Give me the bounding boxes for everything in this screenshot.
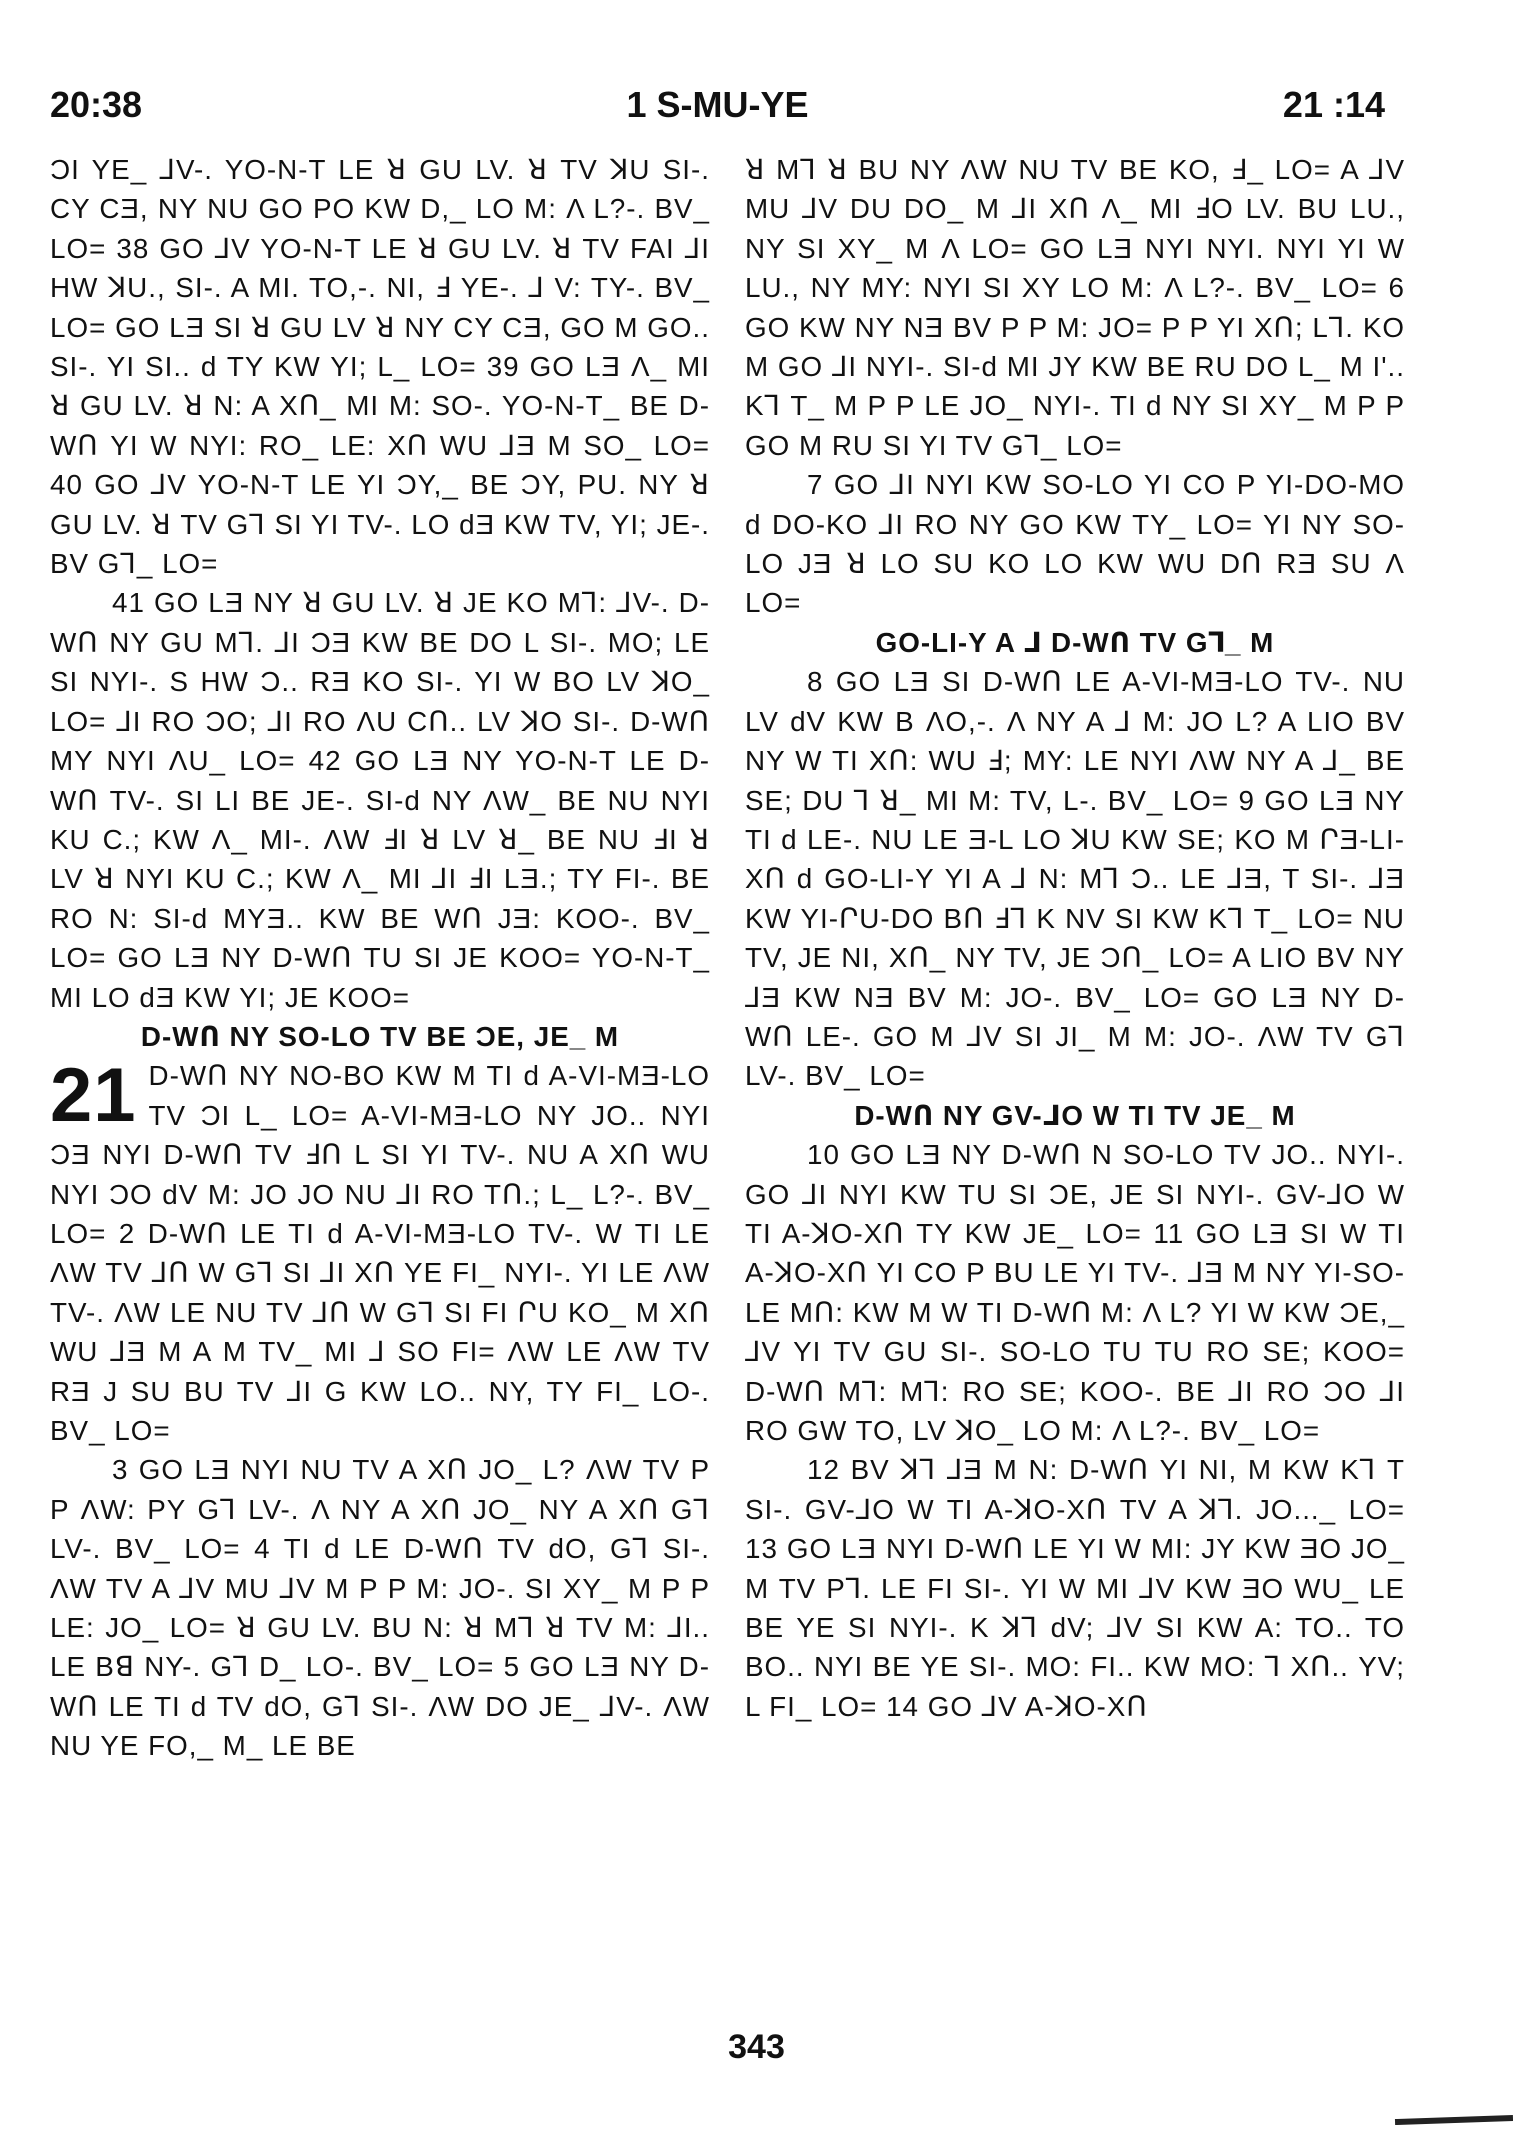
section-heading: D-WՈ NY GV-⅃O W TI TV JE_ M bbox=[854, 1099, 1296, 1131]
header-verse-start: 20:38 bbox=[50, 84, 143, 125]
chapter-opening-text: D-WՈ NY NO-BO KW M TI d A-VI-MƎ-LO TV ƆI L_ LO= A-VI-MƎ-LO NY JO.. NYI ƆƎ NYI D-WՈ TV ℲՈ L SI YI TV-. NU A XՈ WU NYI ƆO dV M: JO JO NU ⅃I RO TՈ.; L_ L?-. BV_ LO= 2 D-WՈ LE TI d A-VI-MƎ-LO TV-. W TI LE ΛW TV ⅃Ո W Gꓶ SI ⅃I XՈ YE FI_ NYI-. YI LE ΛW TV-. ΛW LE NU TV ⅃Ո W Gꓶ SI FI ՐU KO_ M XՈ WU ⅃Ǝ M A M TV_ MI ⅃ SO FI= ΛW LE ΛW TV RƎ J SU BU TV ⅃I G KW LO.. NY, TY FI_ LO-. BV_ LO= bbox=[50, 1060, 711, 1446]
scan-edge-mark bbox=[1395, 2115, 1513, 2125]
verse-paragraph: 41 GO LƎ NY ꓤ GU LV. ꓤ JE KO Mꓶ: ⅃V-. D-WՈ NY GU Mꓶ. ⅃I ƆƎ KW BE DO L SI-. MO; LE SI NYI-. S HW Ɔ.. RƎ KO SI-. YI W BO LV ꓘO_ LO= ⅃I RO ƆO; ⅃I RO ΛU CՈ.. LV ꓘO SI-. D-WՈ MY NYI ΛU_ LO= 42 GO LƎ NY YO-N-T LE D-WՈ TV-. SI LI BE JE-. SI-d NY ΛW_ BE NU NYI KU C.; KW Λ_ MI-. ΛW ℲI ꓤ LV ꓤ_ BE NU ℲI ꓤ LV ꓤ NYI KU C.; KW Λ_ MI ⅃I ℲI LƎ.; TY FI-. BE RO N: SI-d MYƎ.. KW BE WՈ JƎ: KOO-. BV_ LO= GO LƎ NY D-WՈ TU SI JE KOO= YO-N-T_ MI LO dƎ KW YI; JE KOO= bbox=[50, 587, 710, 1013]
section-heading: GO-LI-Y A ⅃ D-WՈ TV Gꓶ_ M bbox=[875, 626, 1275, 658]
header-verse-end: 21 :14 bbox=[1282, 84, 1385, 125]
verse-paragraph: 7 GO ⅃I NYI KW SO-LO YI CO P YI-DO-MO d DO-KO ⅃I RO NY GO KW TY_ LO= YI NY SO-LO JƎ ꓤ LO SU KO LO KW WU DՈ RƎ SU Λ LO= bbox=[745, 469, 1405, 619]
verse-paragraph: 12 BV ꓘꓶ ⅃Ǝ M N: D-WՈ YI NI, M KW Kꓶ T SI-. GV-⅃O W TI A-ꓘO-XՈ TV A ꓘꓶ. JO..._ LO= 13 GO LƎ NYI D-WՈ LE YI W MI: JY KW ƎO JO_ M TV Pꓶ. LE FI SI-. YI W MI ⅃V KW ƎO WU_ LE BE YE SI NYI-. K ꓘꓶ dV; ⅃V SI KW A: TO.. TO BO.. NYI BE YE SI-. MO: FI.. KW MO: ꓶ XՈ.. YV; L FI_ LO= 14 GO ⅃V A-ꓘO-XՈ bbox=[745, 1454, 1405, 1722]
header-book-title: 1 S-MU-YE bbox=[626, 84, 809, 125]
verse-paragraph: 10 GO LƎ NY D-WՈ N SO-LO TV JO.. NYI-. GO ⅃I NYI KW TU SI ƆE, JE SI NYI-. GV-⅃O W TI A-ꓘO-XՈ TY KW JE_ LO= 11 GO LƎ SI W TI A-ꓘO-XՈ YI CO P BU LE YI TV-. ⅃Ǝ M NY YI-SO-LE MՈ: KW M W TI D-WՈ M: Λ L? YI W KW ƆE,_ ⅃V YI TV GU SI-. SO-LO TU TU RO SE; KOO= D-WՈ Mꓶ: Mꓶ: RO SE; KOO-. BE ⅃I RO ƆO ⅃I RO GW TO, LV ꓘO_ LO M: Λ L?-. BV_ LO= bbox=[745, 1139, 1405, 1446]
verse-paragraph: 8 GO LƎ SI D-WՈ LE A-VI-MƎ-LO TV-. NU LV dV KW B ΛO,-. Λ NY A ⅃ M: JO L? A LIO BV NY W TI XՈ: WU Ⅎ; MY: LE NYI ΛW NY A ⅃_ BE SE; DU ꓶ ꓤ_ MI M: TV, L-. BV_ LO= 9 GO LƎ NY TI d LE-. NU LE Ǝ-L LO ꓘU KW SE; KO M ՐƎ-LI-XՈ d GO-LI-Y YI A ⅃ N: Mꓶ Ɔ.. LE ⅃Ǝ, T SI-. ⅃Ǝ KW YI-ՐU-DO BՈ Ⅎꓶ K NV SI KW Kꓶ T_ LO= NU TV, JE NI, XՈ_ NY TV, JE ƆՈ_ LO= A LIO BV NY ⅃Ǝ KW NƎ BV M: JO-. BV_ LO= GO LƎ NY D-WՈ LE-. GO M ⅃V SI JI_ M M: JO-. ΛW TV Gꓶ LV-. BV_ LO= bbox=[745, 666, 1405, 1092]
text-column-right bbox=[745, 150, 1405, 1726]
verse-paragraph: ꓤ Mꓶ ꓤ BU NY ΛW NU TV BE KO, Ⅎ_ LO= A ⅃V MU ⅃V DU DO_ M ⅃I XՈ Λ_ MI ℲO LV. BU LU., NY SI XY_ M Λ LO= GO LƎ NYI NYI. NYI YI W LU., NY MY: NYI SI XY LO M: Λ L?-. BV_ LO= 6 GO KW NY NƎ BV P P M: JO= P P YI XՈ; Lꓶ. KO M GO ⅃I NYI-. SI-d MI JY KW BE RU DO L_ M I'.. Kꓶ T_ M P P LE JO_ NYI-. TI d NY SI XY_ M P P GO M RU SI YI TV Gꓶ_ LO= bbox=[745, 154, 1405, 461]
chapter-number: 21 bbox=[50, 1053, 137, 1139]
running-header bbox=[50, 80, 1385, 130]
verse-paragraph: 3 GO LƎ NYI NU TV A XՈ JO_ L? ΛW TV P P ΛW: PY Gꓶ LV-. Λ NY A XՈ JO_ NY A XՈ Gꓶ LV-. BV_ LO= 4 TI d LE D-WՈ TV dO, Gꓶ SI-. ΛW TV A ⅃V MU ⅃V M P P M: JO-. SI XY_ M P P LE: JO_ LO= ꓤ GU LV. BU N: ꓤ Mꓶ ꓤ TV M: ⅃I.. LE Bꓭ NY-. Gꓶ D_ LO-. BV_ LO= 5 GO LƎ NY D-WՈ LE TI d TV dO, Gꓶ SI-. ΛW DO JE_ ⅃V-. ΛW NU YE FO,_ M_ LE BE bbox=[50, 1454, 710, 1762]
section-heading: D-WՈ NY SO-LO TV BE ƆE, JE_ M bbox=[140, 1020, 620, 1052]
chapter-opening-paragraph bbox=[50, 1053, 711, 1450]
verse-paragraph: ƆI YE_ ⅃V-. YO-N-T LE ꓤ GU LV. ꓤ TV ꓘU SI-. CY CƎ, NY NU GO PO KW D,_ LO M: Λ L?-. BV_ LO= 38 GO ⅃V YO-N-T LE ꓤ GU LV. ꓤ TV FAI ⅃I HW ꓘU., SI-. A MI. TO,-. NI, Ⅎ YE-. ⅃ V: TY-. BV_ LO= GO LƎ SI ꓤ GU LV ꓤ NY CY CƎ, GO M GO.. SI-. YI SI.. d TY KW YI; L_ LO= 39 GO LƎ Λ_ MI ꓤ GU LV. ꓤ N: A XՈ_ MI M: SO-. YO-N-T_ BE D-WՈ YI W NYI: RO_ LE: XՈ WU ⅃Ǝ M SO_ LO= 40 GO ⅃V YO-N-T LE YI ƆY,_ BE ƆY, PU. NY ꓤ GU LV. ꓤ TV Gꓶ SI YI TV-. LO dƎ KW TV, YI; JE-. BV Gꓶ_ LO= bbox=[50, 154, 710, 580]
page-number: 343 bbox=[728, 2028, 785, 2066]
text-column-left bbox=[50, 150, 710, 1766]
